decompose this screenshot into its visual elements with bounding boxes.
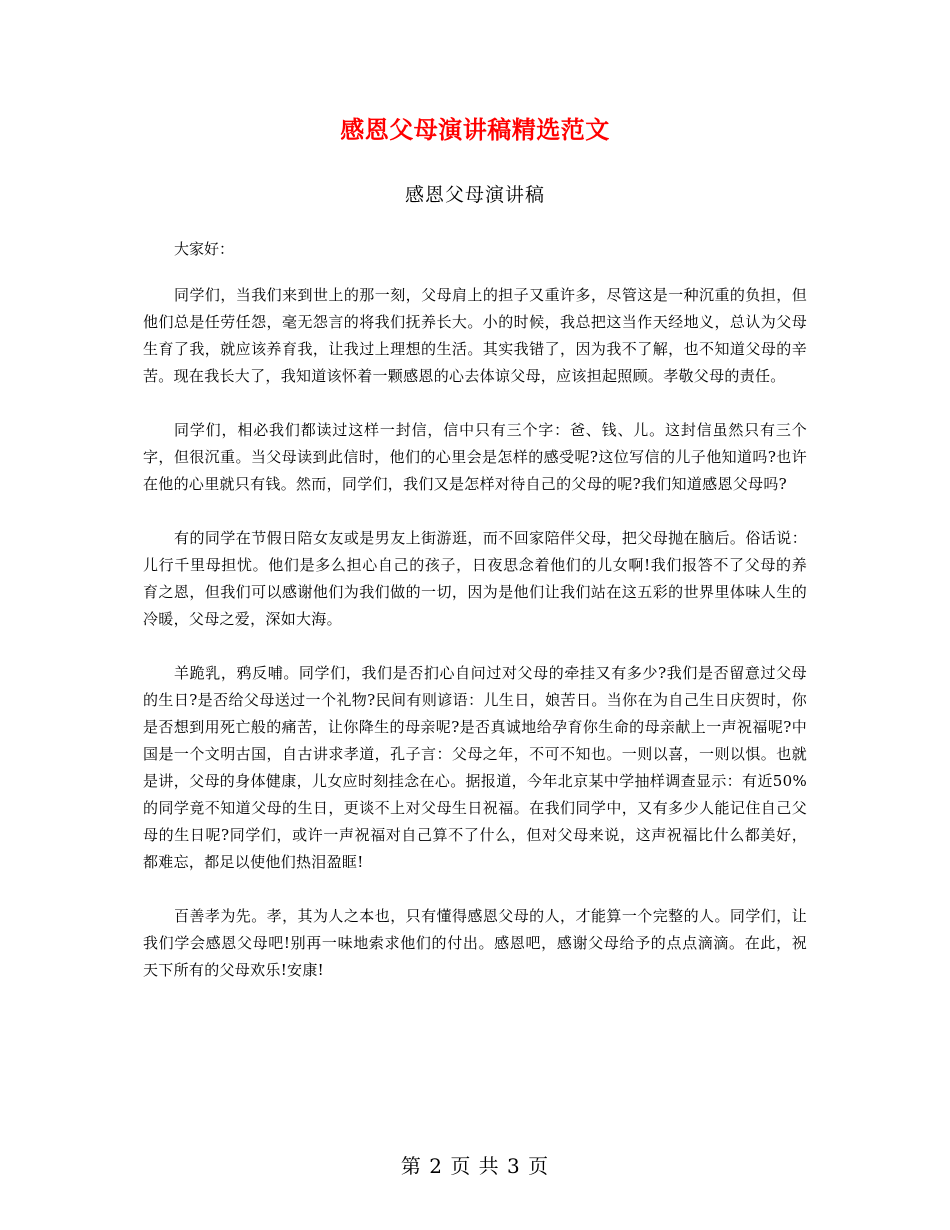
body-text [143, 282, 807, 1011]
paragraph-3: 有的同学在节假日陪女友或是男友上街游逛，而不回家陪伴父母，把父母抛在脑后。俗话说：儿行千里母担忧。他们是多么担心自己的孩子，日夜思念着他们的儿女啊!我们报答不了父母的养育之恩，但我们可以感谢他们为我们做的一切，因为是他们让我们站在这五彩的世界里体味人生的冷暖，父母之爱，深如大海。 [143, 529, 807, 628]
paragraph-2: 同学们，相必我们都读过这样一封信，信中只有三个字：爸、钱、儿。这封信虽然只有三个字，但很沉重。当父母读到此信时，他们的心里会是怎样的感受呢?这位写信的儿子他知道吗?也许在他的心里就只有钱。然而，同学们，我们又是怎样对待自己的父母的呢?我们知道感恩父母吗? [143, 421, 807, 493]
page-number-footer: 第 2 页 共 3 页 [400, 1154, 550, 1178]
paragraph-1: 同学们，当我们来到世上的那一刻，父母肩上的担子又重许多，尽管这是一种沉重的负担，但他们总是任劳任怨，毫无怨言的将我们抚养长大。小的时候，我总把这当作天经地义，总认为父母生育了我，就应该养育我，让我过上理想的生活。其实我错了，因为我不了解，也不知道父母的辛苦。现在我长大了，我知道该怀着一颗感恩的心去体谅父母，应该担起照顾。孝敬父母的责任。 [143, 286, 807, 385]
greeting: 大家好： [174, 240, 235, 258]
paragraph-4: 羊跪乳，鸦反哺。同学们，我们是否扪心自问过对父母的牵挂又有多少?我们是否留意过父母的生日?是否给父母送过一个礼物?民间有则谚语：儿生日，娘苦日。当你在为自己生日庆贺时，你是否想到用死亡般的痛苦，让你降生的母亲呢?是否真诚地给孕育你生命的母亲献上一声祝福呢?中国是一个文明古国，自古讲求孝道，孔子言：父母之年，不可不知也。一则以喜，一则以惧。也就是讲，父母的身体健康，儿女应时刻挂念在心。据报道，今年北京某中学抽样调查显示：有近50%的同学竟不知道父母的生日，更谈不上对父母生日祝福。在我们同学中，又有多少人能记住自己父母的生日呢?同学们，或许一声祝福对自己算不了什么，但对父母来说，这声祝福比什么都美好，都难忘，都足以使他们热泪盈眶! [143, 664, 807, 871]
paragraph-5: 百善孝为先。孝，其为人之本也，只有懂得感恩父母的人，才能算一个完整的人。同学们，让我们学会感恩父母吧!别再一味地索求他们的付出。感恩吧，感谢父母给予的点点滴滴。在此，祝天下所有的父母欢乐!安康! [143, 907, 807, 979]
document-title: 感恩父母演讲稿精选范文 [340, 116, 610, 144]
document-subtitle: 感恩父母演讲稿 [404, 184, 545, 206]
